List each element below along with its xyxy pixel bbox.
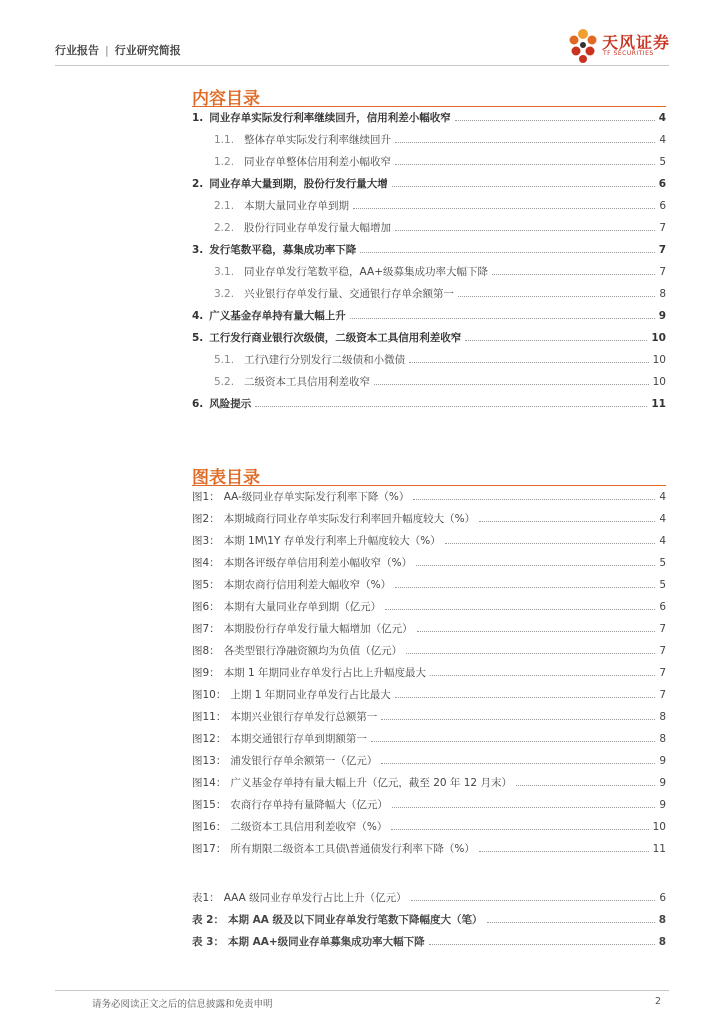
entry-number: 3. (192, 244, 204, 256)
entry-title: 工行\建行分别发行二级债和小微债 (244, 354, 406, 366)
dot-leader (479, 851, 649, 852)
tables-list (192, 890, 666, 956)
toc-entry[interactable] (192, 352, 666, 374)
dot-leader (374, 384, 649, 385)
entry-page: 11 (651, 398, 666, 410)
dot-leader (395, 697, 656, 698)
entry-page: 6 (658, 178, 666, 190)
entry-number: 5.1. (214, 354, 235, 366)
figure-entry[interactable] (192, 511, 666, 533)
entry-page: 9 (659, 755, 666, 767)
entry-number: 2.1. (214, 200, 235, 212)
entry-number: 图3： (192, 535, 220, 547)
toc-entry[interactable] (192, 264, 666, 286)
entry-page: 7 (658, 244, 666, 256)
entry-number: 图6： (192, 601, 220, 613)
dot-leader (381, 719, 655, 720)
entry-number: 1. (192, 112, 204, 124)
entry-title: 同业存单发行笔数平稳，AA+级募集成功率大幅下降 (244, 266, 489, 278)
figure-entry[interactable] (192, 687, 666, 709)
entry-page: 4 (658, 112, 666, 124)
dot-leader (353, 208, 655, 209)
logo-subtitle: TF SECURITIES (603, 50, 654, 57)
entry-number: 图12： (192, 733, 227, 745)
entry-number: 1.1. (214, 134, 235, 146)
entry-number: 表1： (192, 892, 220, 904)
dot-leader (395, 164, 655, 165)
dot-leader (381, 763, 655, 764)
dot-leader (395, 230, 655, 231)
dot-leader (255, 406, 647, 407)
entry-number: 6. (192, 398, 204, 410)
entry-page: 9 (659, 799, 666, 811)
entry-title: 本期农商行信用利差大幅收窄（%） (223, 579, 392, 591)
entry-number: 5. (192, 332, 204, 344)
toc-entry[interactable] (192, 286, 666, 308)
figures-list (192, 489, 666, 863)
dot-leader (417, 631, 656, 632)
entry-number: 图11： (192, 711, 227, 723)
toc-entry[interactable] (192, 220, 666, 242)
dot-leader (429, 944, 655, 945)
dot-leader (371, 741, 655, 742)
entry-number: 图2： (192, 513, 220, 525)
entry-page: 8 (658, 936, 666, 948)
entry-title: 本期大量同业存单到期 (244, 200, 350, 212)
entry-title: 本期 AA 级及以下同业存单发行笔数下降幅度大（笔） (227, 914, 483, 926)
entry-page: 6 (659, 200, 666, 212)
dot-leader (392, 807, 655, 808)
figure-entry[interactable] (192, 819, 666, 841)
page-number: 2 (655, 996, 662, 1007)
figure-entry[interactable] (192, 577, 666, 599)
contents-title-text: 内容目录 (192, 89, 260, 109)
toc-entry[interactable] (192, 396, 666, 418)
logo-name: 天风证券 (602, 33, 671, 52)
figure-entry[interactable] (192, 841, 666, 863)
entry-number: 3.1. (214, 266, 235, 278)
figure-entry[interactable] (192, 621, 666, 643)
entry-page: 10 (652, 376, 666, 388)
entry-page: 7 (659, 667, 666, 679)
entry-title: 股份行同业存单发行量大幅增加 (244, 222, 392, 234)
table-entry[interactable] (192, 890, 666, 912)
entry-number: 图17： (192, 843, 227, 855)
entry-title: 本期 AA+级同业存单募集成功率大幅下降 (227, 936, 425, 948)
contents-list (192, 110, 666, 418)
figure-entry[interactable] (192, 489, 666, 511)
entry-title: 本期 1M\1Y 存单发行利率上升幅度较大（%） (223, 535, 441, 547)
entry-title: 本期有大量同业存单到期（亿元） (223, 601, 382, 613)
entry-number: 2.2. (214, 222, 235, 234)
entry-title: 本期 1 年期同业存单发行占比上升幅度最大 (223, 667, 427, 679)
figure-entry[interactable] (192, 643, 666, 665)
toc-entry[interactable] (192, 176, 666, 198)
entry-number: 表 3： (192, 936, 224, 948)
entry-number: 图8： (192, 645, 220, 657)
flower-logo-icon (566, 26, 600, 64)
figure-entry[interactable] (192, 753, 666, 775)
header-category: 行业报告 (55, 44, 99, 57)
entry-number: 图16： (192, 821, 227, 833)
entry-number: 图1： (192, 491, 220, 503)
entry-page: 10 (651, 332, 666, 344)
entry-number: 图9： (192, 667, 220, 679)
entry-title: AA-级同业存单实际发行利率下降（%） (223, 491, 410, 503)
entry-page: 5 (659, 557, 666, 569)
dot-leader (409, 362, 649, 363)
entry-number: 图7： (192, 623, 220, 635)
entry-page: 8 (659, 711, 666, 723)
toc-entry[interactable] (192, 308, 666, 330)
header-subcategory: 行业研究简报 (114, 44, 181, 57)
figure-entry[interactable] (192, 533, 666, 555)
entry-title: AAA 级同业存单发行占比上升（亿元） (223, 892, 407, 904)
figure-entry[interactable] (192, 731, 666, 753)
dot-leader (385, 609, 655, 610)
entry-title: 发行笔数平稳，募集成功率下降 (209, 244, 357, 256)
entry-page: 4 (659, 535, 666, 547)
entry-title: 上期 1 年期同业存单发行占比最大 (230, 689, 391, 701)
contents-title-underline (192, 106, 666, 107)
entry-page: 7 (659, 645, 666, 657)
entry-page: 4 (659, 513, 666, 525)
figure-entry[interactable] (192, 709, 666, 731)
entry-title: 浦发银行存单余额第一（亿元） (230, 755, 378, 767)
footer-divider (55, 990, 669, 991)
dot-leader (413, 499, 655, 500)
entry-title: 整体存单实际发行利率继续回升 (244, 134, 392, 146)
entry-title: 同业存单整体信用利差小幅收窄 (244, 156, 392, 168)
entry-number: 图5： (192, 579, 220, 591)
entry-number: 3.2. (214, 288, 235, 300)
entry-title: 风险提示 (209, 398, 252, 410)
entry-number: 2. (192, 178, 204, 190)
header-separator: | (105, 44, 109, 57)
toc-entry[interactable] (192, 110, 666, 132)
entry-page: 7 (659, 222, 666, 234)
dot-leader (416, 565, 655, 566)
toc-entry[interactable] (192, 198, 666, 220)
entry-page: 7 (659, 689, 666, 701)
entry-title: 本期各评级存单信用利差小幅收窄（%） (223, 557, 413, 569)
entry-page: 9 (658, 310, 666, 322)
dot-leader (455, 120, 655, 121)
entry-page: 7 (659, 623, 666, 635)
figures-title-underline (192, 485, 666, 486)
entry-page: 4 (659, 134, 666, 146)
entry-number: 图14： (192, 777, 227, 789)
entry-title: 本期交通银行存单到期额第一 (230, 733, 367, 745)
footer-disclaimer: 请务必阅读正文之后的信息披露和免责申明 (92, 999, 273, 1010)
entry-page: 7 (659, 266, 666, 278)
entry-title: 广义基金存单持有量大幅上升（亿元，截至 20 年 12 月末） (230, 777, 512, 789)
company-logo (566, 26, 686, 66)
dot-leader (492, 274, 655, 275)
dot-leader (350, 318, 655, 319)
entry-title: 各类型银行净融资额均为负值（亿元） (223, 645, 403, 657)
entry-number: 图13： (192, 755, 227, 767)
dot-leader (406, 653, 655, 654)
entry-number: 图4： (192, 557, 220, 569)
dot-leader (465, 340, 647, 341)
entry-number: 表 2： (192, 914, 224, 926)
table-entry[interactable] (192, 912, 666, 934)
entry-title: 广义基金存单持有量大幅上升 (209, 310, 346, 322)
toc-entry[interactable] (192, 242, 666, 264)
entry-title: 同业存单大量到期，股份行发行量大增 (209, 178, 388, 190)
entry-page: 9 (659, 777, 666, 789)
dot-leader (479, 521, 655, 522)
dot-leader (411, 900, 656, 901)
dot-leader (430, 675, 655, 676)
entry-page: 6 (659, 892, 666, 904)
dot-leader (458, 296, 655, 297)
entry-page: 8 (658, 914, 666, 926)
entry-page: 10 (652, 354, 666, 366)
dot-leader (391, 829, 648, 830)
entry-title: 工行发行商业银行次级债，二级资本工具信用利差收窄 (209, 332, 462, 344)
dot-leader (360, 252, 654, 253)
entry-number: 图15： (192, 799, 227, 811)
entry-page: 8 (659, 733, 666, 745)
entry-title: 本期城商行同业存单实际发行利率回升幅度较大（%） (223, 513, 476, 525)
figures-title-text: 图表目录 (192, 468, 260, 488)
figure-entry[interactable] (192, 775, 666, 797)
entry-title: 所有期限二级资本工具债\普通债发行利率下降（%） (230, 843, 475, 855)
toc-entry[interactable] (192, 374, 666, 396)
entry-page: 5 (659, 579, 666, 591)
header-divider (55, 65, 669, 66)
dot-leader (516, 785, 655, 786)
dot-leader (395, 587, 655, 588)
contents-title (192, 84, 260, 109)
dot-leader (445, 543, 656, 544)
entry-page: 6 (659, 601, 666, 613)
entry-page: 10 (652, 821, 666, 833)
entry-title: 兴业银行存单发行量、交通银行存单余额第一 (244, 288, 455, 300)
toc-entry[interactable] (192, 154, 666, 176)
entry-title: 二级资本工具信用利差收窄 (244, 376, 371, 388)
entry-number: 图10： (192, 689, 227, 701)
figures-title (192, 463, 260, 488)
header-breadcrumb (55, 42, 181, 58)
table-entry[interactable] (192, 934, 666, 956)
entry-title: 二级资本工具信用利差收窄（%） (230, 821, 388, 833)
entry-page: 5 (659, 156, 666, 168)
entry-number: 5.2. (214, 376, 235, 388)
entry-title: 本期股份行存单发行量大幅增加（亿元） (223, 623, 413, 635)
entry-page: 8 (659, 288, 666, 300)
figure-entry[interactable] (192, 665, 666, 687)
entry-title: 本期兴业银行存单发行总额第一 (230, 711, 378, 723)
dot-leader (395, 142, 655, 143)
entry-page: 4 (659, 491, 666, 503)
toc-entry[interactable] (192, 132, 666, 154)
entry-title: 同业存单实际发行利率继续回升，信用利差小幅收窄 (209, 112, 451, 124)
dot-leader (487, 922, 655, 923)
figure-entry[interactable] (192, 555, 666, 577)
entry-number: 4. (192, 310, 204, 322)
entry-page: 11 (652, 843, 666, 855)
figure-entry[interactable] (192, 797, 666, 819)
figure-entry[interactable] (192, 599, 666, 621)
entry-title: 农商行存单持有量降幅大（亿元） (230, 799, 388, 811)
entry-number: 1.2. (214, 156, 235, 168)
dot-leader (392, 186, 655, 187)
toc-entry[interactable] (192, 330, 666, 352)
